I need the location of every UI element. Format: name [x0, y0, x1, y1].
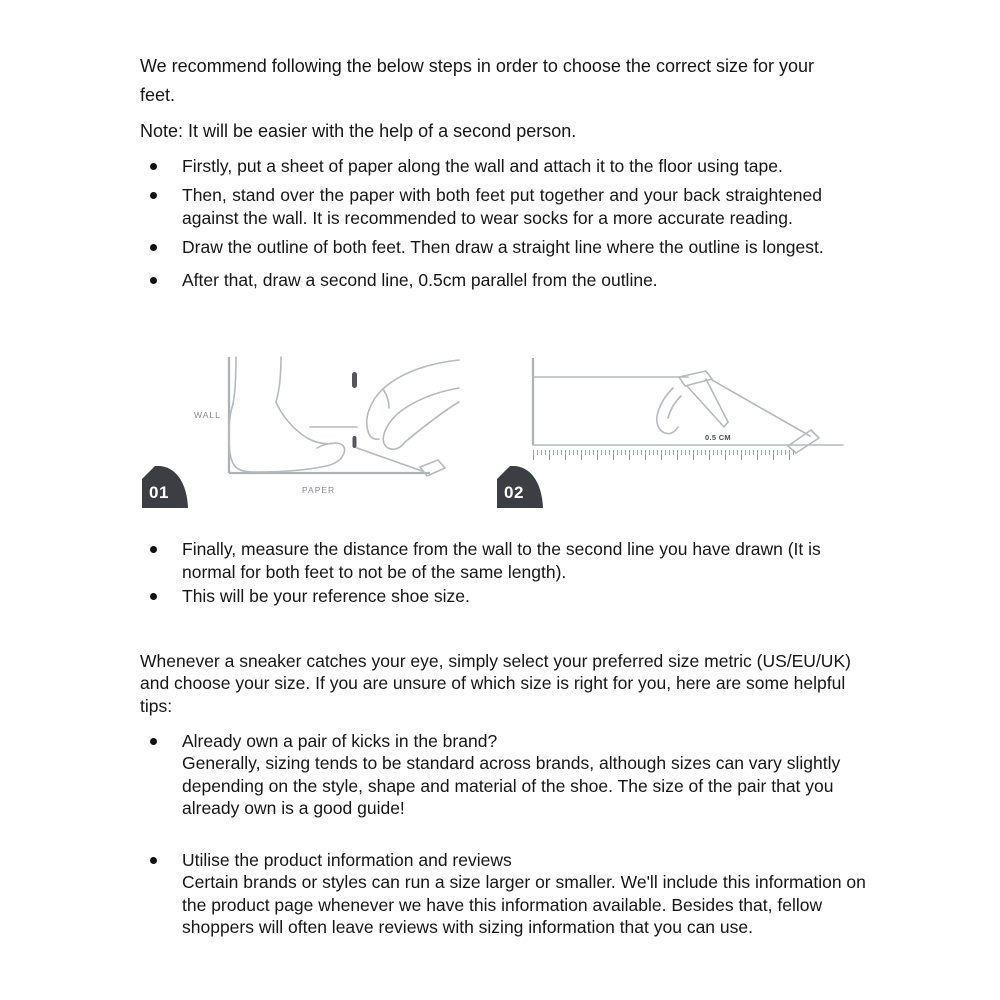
- tape-string: [712, 380, 810, 436]
- result-text: This will be your reference shoe size.: [182, 586, 470, 606]
- bullet-icon: [150, 857, 157, 864]
- parallel-line-illustration: [495, 350, 855, 515]
- bullet-icon: [150, 738, 157, 745]
- hand-illustration: [367, 360, 459, 449]
- badge-number: 02: [504, 483, 524, 502]
- note-paragraph: Note: It will be easier with the help of a second person.: [140, 121, 577, 141]
- tip-item-reviews: [140, 849, 880, 939]
- bullet-icon: [150, 593, 157, 600]
- badge-number: 01: [149, 483, 169, 502]
- tape-string: [357, 448, 422, 471]
- step-text: Draw the outline of both feet. Then draw a straight line where the outline is longest.: [182, 237, 824, 257]
- step-item-2: [140, 184, 880, 230]
- tip-body: Generally, sizing tends to be standard across brands, although sizes can vary slightly depending on the style, shape and material of the shoe. The size of the pair that you already own is a good guide!: [182, 753, 841, 819]
- results-list: [140, 538, 880, 608]
- pencil-icon: [352, 372, 357, 388]
- tip-item-brand: [140, 730, 880, 820]
- figures-row: [0, 350, 1000, 515]
- bullet-icon: [150, 546, 157, 553]
- step-item-1: [140, 155, 880, 178]
- offset-distance-label: 0.5 CM: [705, 433, 731, 442]
- step-number-badge-02: [497, 466, 543, 508]
- hand-illustration: [657, 388, 681, 434]
- wall-label: WALL: [194, 410, 221, 420]
- tip-body: Certain brands or styles can run a size larger or smaller. We'll include this information on the product page whenever we have this information available. Besides that, fellow shoppers will often leave reviews with sizing information that you can use.: [182, 872, 866, 938]
- step-text: Then, stand over the paper with both feet put together and your back straightened against the wall. It is recommended to wear socks for a more accurate reading.: [182, 185, 822, 228]
- bullet-icon: [150, 163, 157, 170]
- intro-paragraph: We recommend following the below steps in order to choose the correct size for your feet.: [140, 56, 814, 105]
- result-item-2: [140, 585, 880, 608]
- step-item-3: [140, 236, 880, 259]
- step-item-4: [140, 269, 880, 292]
- step-text: After that, draw a second line, 0.5cm parallel from the outline.: [182, 270, 658, 290]
- bullet-icon: [150, 277, 157, 284]
- step-text: Firstly, put a sheet of paper along the wall and attach it to the floor using tape.: [182, 156, 783, 176]
- measurement-steps-list: [140, 155, 880, 292]
- bullet-icon: [150, 192, 157, 199]
- paper-label: PAPER: [302, 485, 336, 495]
- pencil-icon: [679, 371, 728, 427]
- ruler-icon: [533, 450, 795, 460]
- tip-title: Already own a pair of kicks in the brand?: [182, 731, 498, 751]
- pencil-tip-icon: [353, 436, 357, 448]
- bullet-icon: [150, 244, 157, 251]
- step-number-badge-01: [142, 466, 188, 508]
- result-item-1: [140, 538, 880, 583]
- tip-title: Utilise the product information and reviews: [182, 850, 512, 870]
- tips-intro-paragraph: Whenever a sneaker catches your eye, simply select your preferred size metric (US/EU/UK) and choose your size. If you are unsure of which size is right for you, here are some helpful tips:: [140, 650, 851, 716]
- result-text: Finally, measure the distance from the wall to the second line you have drawn (It is normal for both feet to not be of the same length).: [182, 539, 821, 582]
